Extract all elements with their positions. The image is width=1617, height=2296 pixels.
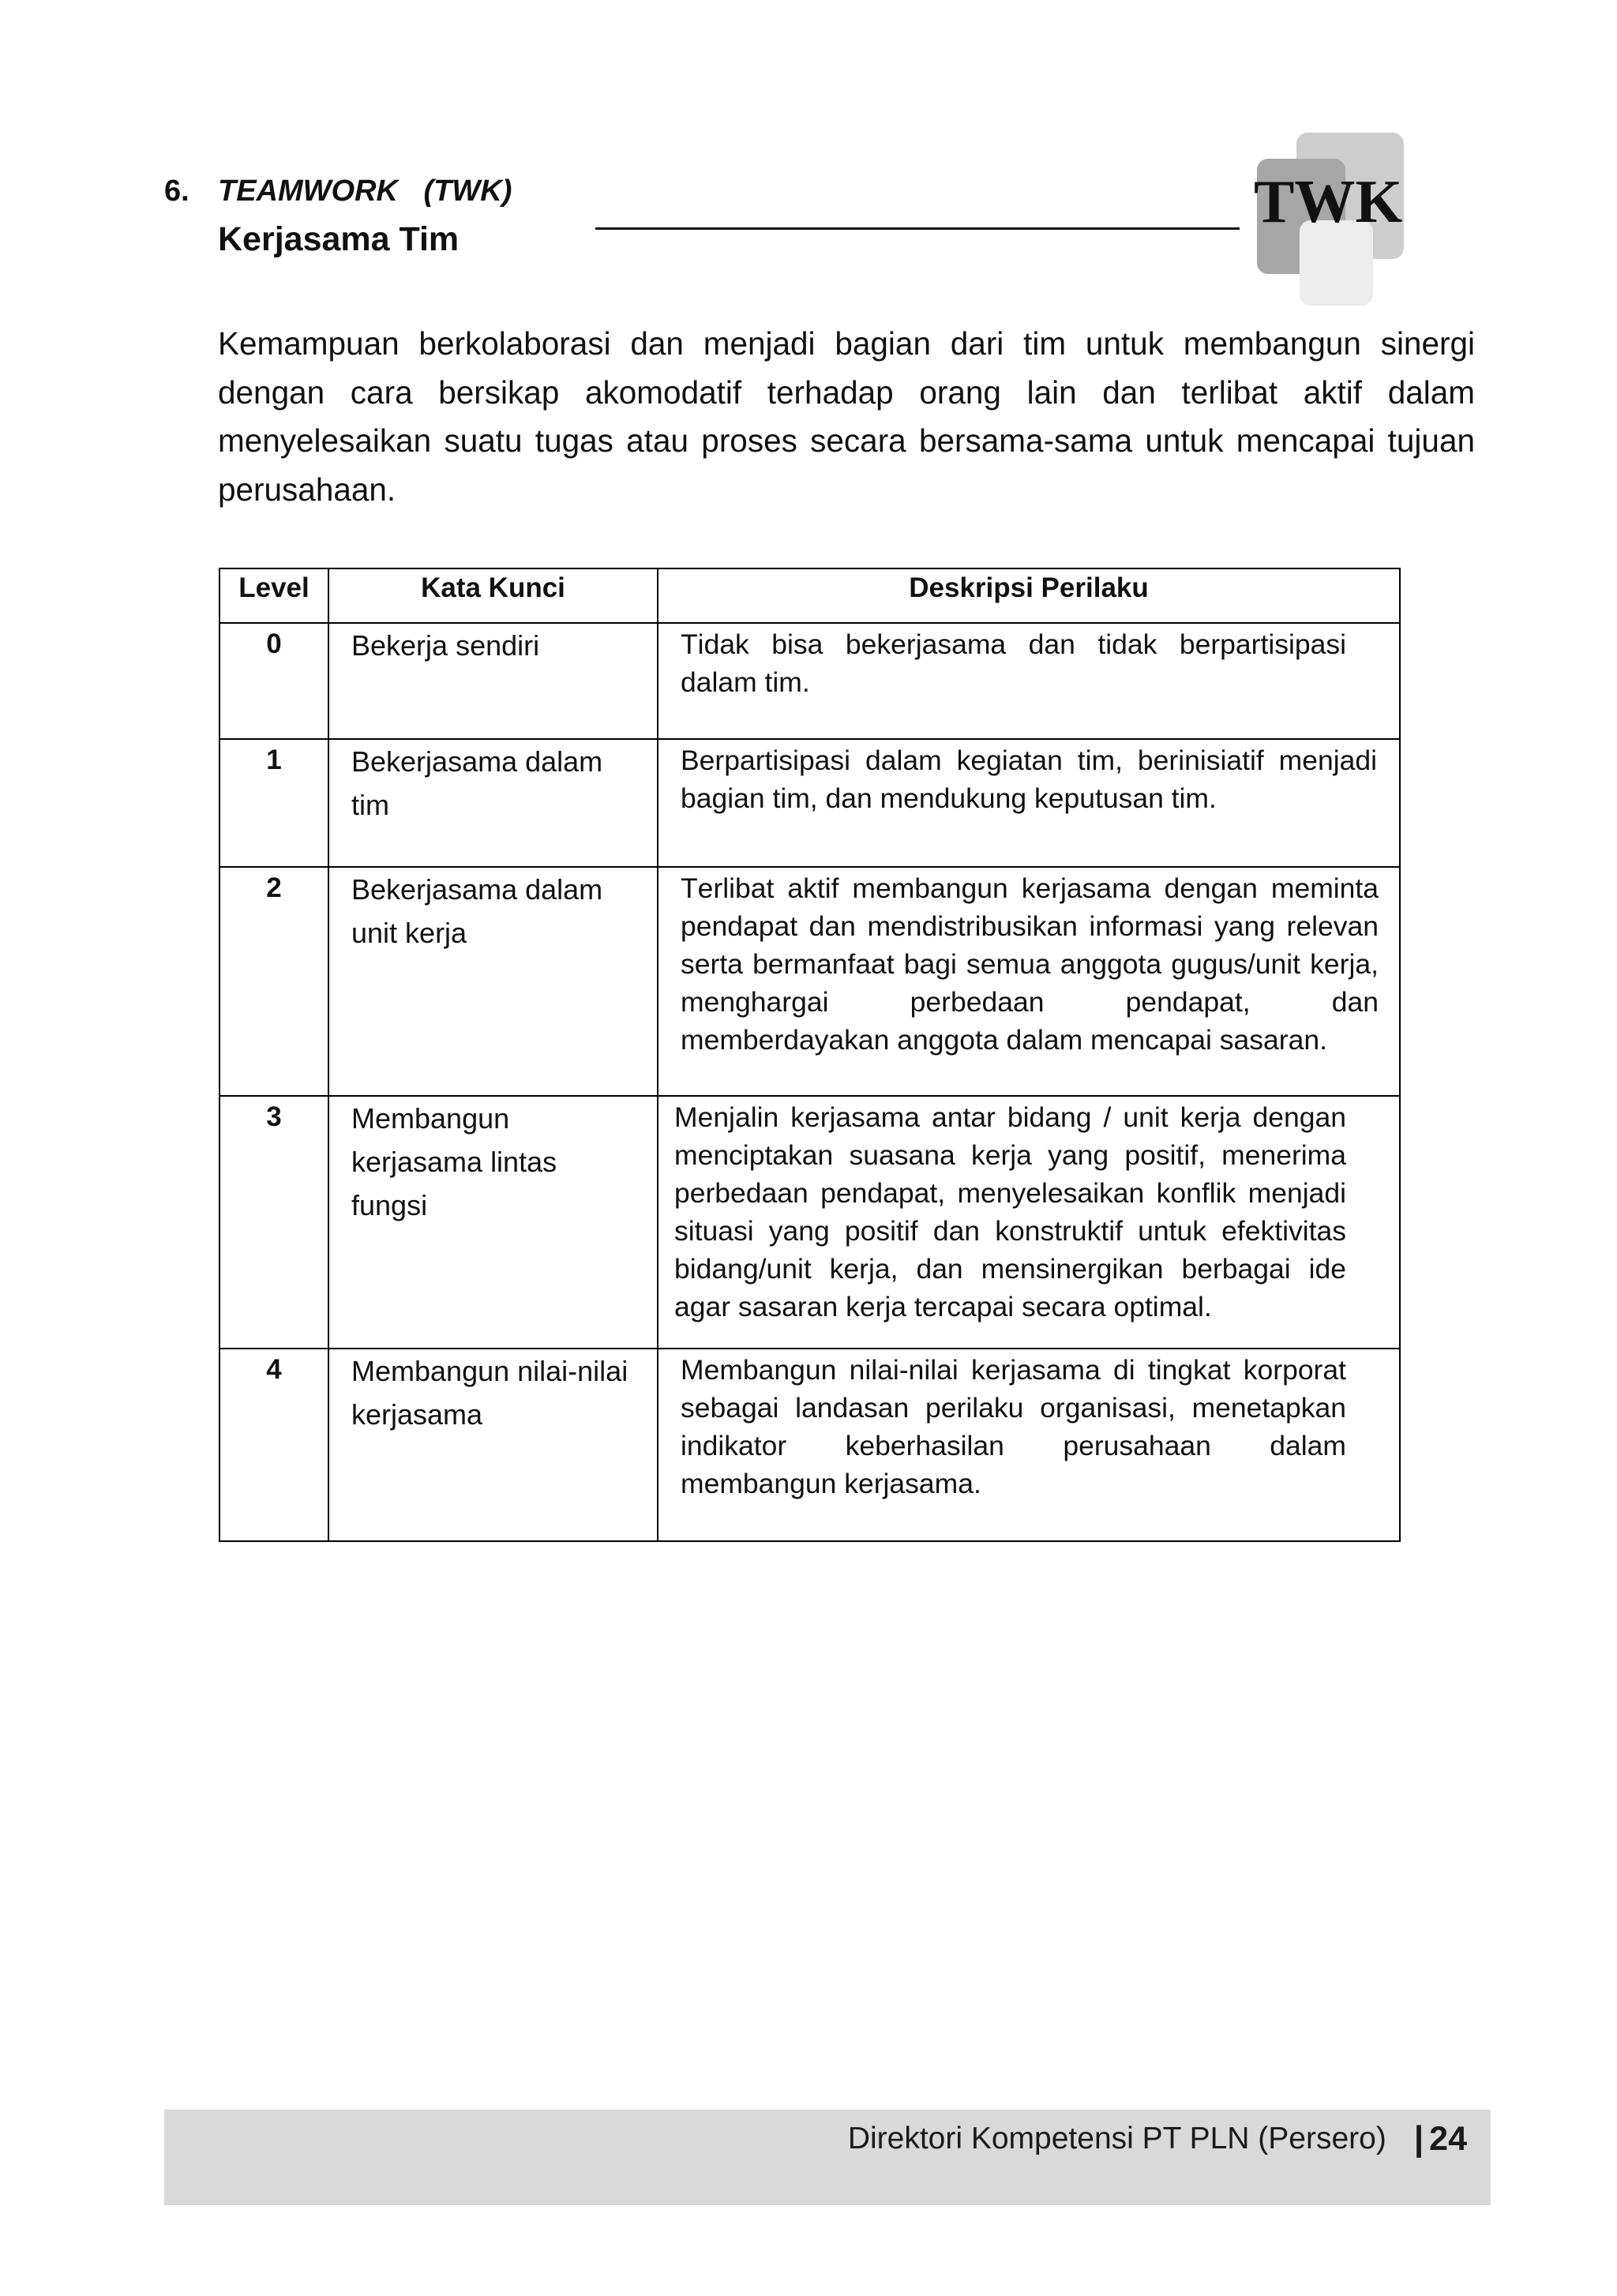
level-cell: 3 <box>219 1096 328 1349</box>
keyword-line: fungsi <box>351 1189 428 1221</box>
description-line: indikator keberhasilan perusahaan dalam <box>681 1430 1346 1461</box>
description-cell <box>658 739 1400 867</box>
table-row <box>219 1349 1400 1541</box>
description-line: Tidak bisa bekerjasama dan tidak berpartisipasi <box>681 628 1346 660</box>
heading-rule <box>595 227 1240 230</box>
competency-definition: Kemampuan berkolaborasi dan menjadi bagian dari tim untuk membangun sinergi dengan cara bersikap akomodatif terhadap orang lain dan terlibat aktif dalam menyelesaikan suatu tugas atau proses secara bersama-sama untuk mencapai tujuan perusahaan. <box>218 325 1475 508</box>
description-line: situasi yang positif dan konstruktif untuk efektivitas <box>674 1215 1346 1247</box>
section-title: Kerjasama Tim <box>218 220 460 258</box>
competency-table <box>219 568 1401 1542</box>
section-code-title: TEAMWORK (TWK) <box>218 174 512 208</box>
footer-title: Direktori Kompetensi PT PLN (Persero) <box>847 2122 1386 2155</box>
badge-label: TWK <box>1254 167 1403 235</box>
keyword-cell <box>328 1096 658 1349</box>
description-cell <box>658 623 1400 739</box>
description-line: bagian tim, dan mendukung keputusan tim. <box>681 782 1217 814</box>
header-description: Deskripsi Perilaku <box>658 568 1400 623</box>
description-line: Membangun nilai-nilai kerjasama di tingkat korporat <box>681 1354 1346 1386</box>
description-line: menciptakan suasana kerja yang positif, menerima <box>674 1139 1346 1171</box>
keyword-line: kerjasama lintas <box>351 1146 557 1178</box>
description-cell <box>658 867 1400 1096</box>
header-level: Level <box>219 568 328 623</box>
page-number: 24 <box>1429 2119 1467 2158</box>
header-keyword: Kata Kunci <box>328 568 658 623</box>
keyword-line: Bekerjasama dalam <box>351 873 603 906</box>
keyword-line: Membangun nilai-nilai <box>351 1355 628 1387</box>
table-row <box>219 1096 1400 1349</box>
description-line: serta bermanfaat bagi semua anggota gugus/unit kerja, <box>681 948 1379 980</box>
description-cell <box>658 1096 1400 1349</box>
description-line: Berpartisipasi dalam kegiatan tim, berinisiatif menjadi <box>681 745 1377 776</box>
description-line: menghargai perbedaan pendapat, dan <box>681 986 1379 1018</box>
description-line: dalam tim. <box>681 666 810 698</box>
description-line: perbedaan pendapat, menyelesaikan konflik menjadi <box>674 1177 1346 1209</box>
description-line: membangun kerjasama. <box>681 1468 981 1499</box>
keyword-line: Membangun <box>351 1102 510 1135</box>
table-header-row <box>219 568 1400 623</box>
description-line: memberdayakan anggota dalam mencapai sasaran. <box>681 1024 1327 1056</box>
keyword-cell <box>328 623 658 739</box>
description-line: Terlibat aktif membangun kerjasama dengan meminta <box>681 872 1379 904</box>
level-cell: 0 <box>219 623 328 739</box>
table-row <box>219 867 1400 1096</box>
level-cell: 4 <box>219 1349 328 1541</box>
footer-separator: | <box>1413 2119 1424 2158</box>
keyword-cell <box>328 867 658 1096</box>
footer <box>848 2118 1467 2160</box>
level-cell: 1 <box>219 739 328 867</box>
keyword-line: tim <box>351 789 389 821</box>
description-line: pendapat dan mendistribusikan informasi yang relevan <box>681 910 1379 942</box>
level-cell: 2 <box>219 867 328 1096</box>
section-number: 6. <box>164 174 189 208</box>
description-cell <box>658 1349 1400 1541</box>
table-row <box>219 739 1400 867</box>
description-line: Menjalin kerjasama antar bidang / unit kerja dengan <box>674 1101 1346 1133</box>
keyword-line: Bekerjasama dalam <box>351 745 603 778</box>
description-line: bidang/unit kerja, dan mensinergikan berbagai ide <box>674 1253 1346 1285</box>
keyword-line: unit kerja <box>351 917 467 949</box>
keyword-line: Bekerja sendiri <box>351 629 540 662</box>
keyword-line: kerjasama <box>351 1398 483 1431</box>
description-line: agar sasaran kerja tercapai secara optimal. <box>674 1291 1212 1322</box>
table-row <box>219 623 1400 739</box>
keyword-cell <box>328 739 658 867</box>
keyword-cell <box>328 1349 658 1541</box>
description-line: sebagai landasan perilaku organisasi, menetapkan <box>681 1392 1346 1424</box>
